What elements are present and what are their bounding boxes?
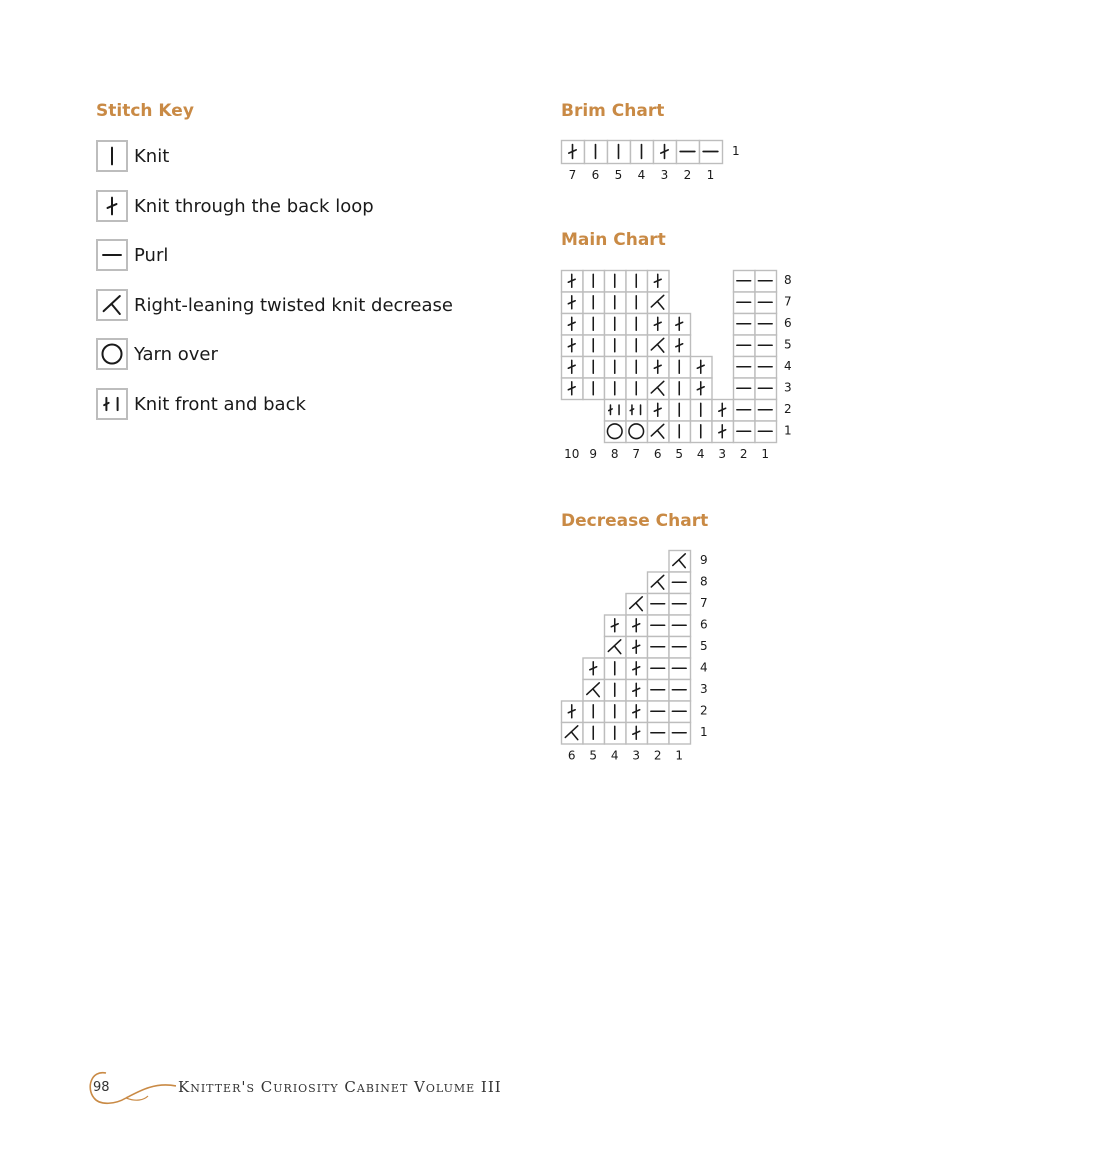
chart-cell-ktbl xyxy=(626,637,648,659)
key-label-kfb: Knit front and back xyxy=(134,393,306,415)
chart-cell-purl xyxy=(734,421,756,443)
chart-cell-knit xyxy=(626,292,648,314)
column-number-label: 3 xyxy=(718,447,727,461)
chart-cell-ktbl xyxy=(626,723,648,745)
chart-cell-rdec xyxy=(648,421,670,443)
chart-cell-purl xyxy=(734,292,756,314)
chart-cell-knit xyxy=(626,271,648,293)
main-chart-heading: Main Chart xyxy=(561,230,666,250)
chart-cell-knit xyxy=(583,335,605,357)
decrease-chart-heading: Decrease Chart xyxy=(561,511,709,531)
row-number-label: 4 xyxy=(784,358,792,373)
chart-cell-rdec xyxy=(562,723,584,745)
chart-cell-knit xyxy=(691,400,713,422)
chart-cell-knit xyxy=(669,357,691,379)
chart-cell-purl xyxy=(734,378,756,400)
chart-cell-purl xyxy=(669,680,691,702)
column-number-label: 6 xyxy=(591,168,600,182)
chart-cell-ktbl xyxy=(626,701,648,723)
key-item-yo xyxy=(96,336,218,372)
row-number-label: 3 xyxy=(784,380,792,395)
chart-cell-rdec xyxy=(669,551,691,573)
row-number-label: 8 xyxy=(784,272,792,287)
chart-cell-purl xyxy=(734,314,756,336)
row-number-label: 1 xyxy=(732,143,740,158)
chart-cell-purl xyxy=(755,271,777,293)
chart-cell-ktbl xyxy=(605,615,627,637)
chart-cell-ktbl xyxy=(669,314,691,336)
right-decrease-symbol xyxy=(98,291,126,319)
chart-cell-purl xyxy=(669,594,691,616)
chart-cell-purl xyxy=(669,615,691,637)
key-item-ktbl xyxy=(96,188,374,224)
chart-cell-knit xyxy=(626,314,648,336)
chart-cell-purl xyxy=(700,141,723,164)
chart-cell-knit xyxy=(608,141,631,164)
chart-cell-knit xyxy=(605,680,627,702)
chart-cell-purl xyxy=(755,335,777,357)
chart-cell-ktbl xyxy=(648,271,670,293)
row-number-label: 7 xyxy=(700,595,708,610)
chart-cell-purl xyxy=(755,357,777,379)
row-number-label: 8 xyxy=(700,574,708,589)
key-item-purl xyxy=(96,237,168,273)
column-number-label: 4 xyxy=(637,168,646,182)
book-title: Knitter's Curiosity Cabinet Volume III xyxy=(178,1078,502,1096)
yarn-over-symbol xyxy=(98,340,126,368)
chart-cell-knit xyxy=(585,141,608,164)
column-number-label: 6 xyxy=(653,447,662,461)
chart-cell-ktbl xyxy=(648,314,670,336)
column-number-label: 3 xyxy=(632,748,641,763)
brim-chart-heading: Brim Chart xyxy=(561,101,665,121)
chart-cell-knit xyxy=(605,357,627,379)
column-number-label: 7 xyxy=(632,447,641,461)
row-number-label: 5 xyxy=(784,337,792,352)
purl-symbol xyxy=(98,241,126,269)
chart-cell-knit xyxy=(669,421,691,443)
knit-icon xyxy=(96,140,128,172)
row-number-label: 7 xyxy=(784,294,792,309)
chart-cell-yo xyxy=(626,421,648,443)
chart-cell-purl xyxy=(669,572,691,594)
chart-cell-knit xyxy=(691,421,713,443)
chart-cell-purl xyxy=(648,658,670,680)
ktbl-symbol xyxy=(98,192,126,220)
chart-cell-purl xyxy=(648,637,670,659)
chart-cell-ktbl xyxy=(712,400,734,422)
chart-cell-knit xyxy=(583,701,605,723)
chart-cell-knit xyxy=(605,723,627,745)
column-number-label: 5 xyxy=(589,748,598,763)
column-number-label: 2 xyxy=(683,168,692,182)
chart-cell-ktbl xyxy=(562,292,584,314)
column-number-label: 7 xyxy=(568,168,577,182)
key-item-knit xyxy=(96,138,169,174)
chart-cell-ktbl xyxy=(691,378,713,400)
chart-cell-rdec xyxy=(648,335,670,357)
column-number-label: 5 xyxy=(675,447,684,461)
chart-cell-ktbl xyxy=(562,141,585,164)
chart-cell-knit xyxy=(669,400,691,422)
knit-symbol xyxy=(98,142,126,170)
chart-cell-purl xyxy=(669,637,691,659)
chart-cell-purl xyxy=(734,271,756,293)
chart-cell-knit xyxy=(583,723,605,745)
row-number-label: 3 xyxy=(700,681,708,696)
row-number-label: 5 xyxy=(700,638,708,653)
chart-cell-purl xyxy=(669,701,691,723)
chart-cell-purl xyxy=(734,335,756,357)
purl-icon xyxy=(96,239,128,271)
chart-cell-rdec xyxy=(626,594,648,616)
chart-cell-rdec xyxy=(648,292,670,314)
kfb-symbol xyxy=(98,390,126,418)
stitch-key-heading: Stitch Key xyxy=(96,101,194,121)
key-label-yo: Yarn over xyxy=(134,343,218,365)
chart-cell-purl xyxy=(669,658,691,680)
column-number-label: 5 xyxy=(614,168,623,182)
decrease-chart xyxy=(561,550,731,770)
column-number-label: 10 xyxy=(564,447,580,461)
column-number-label: 2 xyxy=(653,748,662,763)
chart-cell-knit xyxy=(583,378,605,400)
chart-cell-rdec xyxy=(583,680,605,702)
right-decrease-icon xyxy=(96,289,128,321)
chart-cell-yo xyxy=(605,421,627,443)
chart-cell-knit xyxy=(605,701,627,723)
column-number-label: 4 xyxy=(610,748,619,763)
row-number-label: 1 xyxy=(784,423,792,438)
key-label-ktbl: Knit through the back loop xyxy=(134,195,374,217)
chart-cell-purl xyxy=(648,594,670,616)
chart-cell-knit xyxy=(669,378,691,400)
chart-cell-ktbl xyxy=(648,357,670,379)
key-item-rdec xyxy=(96,287,453,323)
chart-cell-ktbl xyxy=(562,335,584,357)
chart-cell-purl xyxy=(648,701,670,723)
chart-cell-purl xyxy=(669,723,691,745)
chart-cell-ktbl xyxy=(562,378,584,400)
column-number-label: 4 xyxy=(696,447,705,461)
column-number-label: 1 xyxy=(675,748,684,763)
chart-cell-knit xyxy=(605,314,627,336)
chart-cell-knit xyxy=(626,378,648,400)
page-number: 98 xyxy=(93,1080,110,1095)
chart-cell-knit xyxy=(583,271,605,293)
chart-cell-ktbl xyxy=(562,701,584,723)
chart-cell-purl xyxy=(755,378,777,400)
chart-cell-purl xyxy=(755,400,777,422)
column-number-label: 8 xyxy=(610,447,619,461)
chart-cell-knit xyxy=(631,141,654,164)
key-label-purl: Purl xyxy=(134,244,169,266)
chart-cell-ktbl xyxy=(654,141,677,164)
row-number-label: 2 xyxy=(700,703,708,718)
row-number-label: 2 xyxy=(784,401,792,416)
chart-cell-ktbl xyxy=(648,400,670,422)
main-chart xyxy=(561,270,811,470)
column-number-label: 1 xyxy=(761,447,770,461)
chart-cell-purl xyxy=(648,680,670,702)
key-item-kfb xyxy=(96,386,306,422)
chart-cell-knit xyxy=(605,378,627,400)
chart-cell-ktbl xyxy=(626,680,648,702)
column-number-label: 9 xyxy=(589,447,598,461)
column-number-label: 3 xyxy=(660,168,669,182)
chart-cell-ktbl xyxy=(626,615,648,637)
chart-cell-rdec xyxy=(605,637,627,659)
key-label-rdec: Right-leaning twisted knit decrease xyxy=(134,294,453,316)
chart-cell-ktbl xyxy=(691,357,713,379)
key-label-knit: Knit xyxy=(134,145,170,167)
row-number-label: 4 xyxy=(700,660,708,675)
chart-cell-knit xyxy=(583,314,605,336)
chart-cell-knit xyxy=(626,335,648,357)
chart-cell-knit xyxy=(605,292,627,314)
chart-cell-ktbl xyxy=(583,658,605,680)
chart-cell-purl xyxy=(755,421,777,443)
yarn-over-icon xyxy=(96,338,128,370)
chart-cell-ktbl xyxy=(562,314,584,336)
row-number-label: 6 xyxy=(784,315,792,330)
chart-cell-rdec xyxy=(648,572,670,594)
chart-cell-purl xyxy=(677,141,700,164)
chart-cell-ktbl xyxy=(626,658,648,680)
chart-cell-knit xyxy=(605,658,627,680)
chart-cell-ktbl xyxy=(562,357,584,379)
chart-cell-kfb xyxy=(605,400,627,422)
row-number-label: 9 xyxy=(700,552,708,567)
chart-cell-ktbl xyxy=(669,335,691,357)
chart-cell-purl xyxy=(734,400,756,422)
chart-cell-knit xyxy=(626,357,648,379)
chart-cell-knit xyxy=(583,292,605,314)
chart-cell-knit xyxy=(605,271,627,293)
chart-cell-ktbl xyxy=(562,271,584,293)
chart-cell-purl xyxy=(648,615,670,637)
chart-cell-kfb xyxy=(626,400,648,422)
column-number-label: 6 xyxy=(567,748,576,763)
chart-cell-purl xyxy=(734,357,756,379)
column-number-label: 1 xyxy=(706,168,715,182)
ktbl-icon xyxy=(96,190,128,222)
chart-cell-purl xyxy=(755,314,777,336)
chart-cell-knit xyxy=(605,335,627,357)
chart-cell-purl xyxy=(648,723,670,745)
chart-cell-rdec xyxy=(648,378,670,400)
brim-chart xyxy=(561,140,761,190)
row-number-label: 1 xyxy=(700,724,708,739)
row-number-label: 6 xyxy=(700,617,708,632)
kfb-icon xyxy=(96,388,128,420)
chart-cell-ktbl xyxy=(712,421,734,443)
chart-cell-purl xyxy=(755,292,777,314)
column-number-label: 2 xyxy=(739,447,748,461)
chart-cell-knit xyxy=(583,357,605,379)
